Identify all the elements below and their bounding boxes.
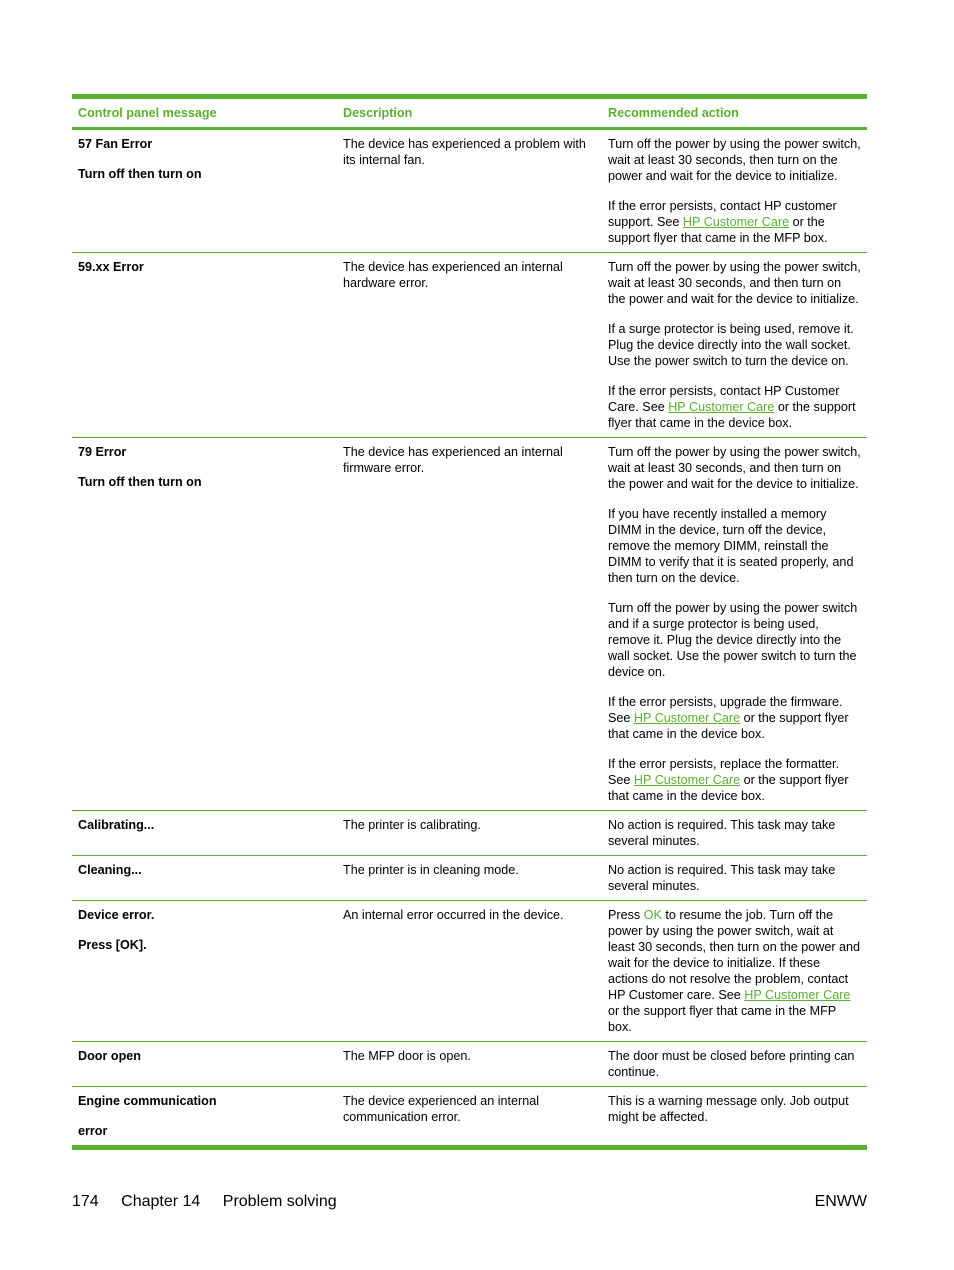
action-text: This is a warning message only. Job output might be affected. <box>608 1094 849 1124</box>
hp-customer-care-link[interactable]: HP Customer Care <box>682 215 790 229</box>
control-panel-message: 57 Fan Error <box>78 137 153 151</box>
action-text: If you have recently installed a memory DIMM in the device, turn off the device, remove the memory DIMM, reinstall the DIMM to verify that it is seated properly, and then turn on the device. <box>608 507 854 585</box>
message-cell <box>72 253 337 437</box>
table-row <box>72 1041 867 1086</box>
action-paragraph <box>608 321 861 369</box>
action-paragraph <box>608 862 861 894</box>
action-text: If the error persists, contact HP Customer Care. See <box>608 384 840 414</box>
action-text: Turn off the power by using the power switch, wait at least 30 seconds, then turn on the power and wait for the device to initialize. <box>608 137 861 183</box>
action-text: or the support flyer that came in the device box. <box>608 773 849 803</box>
control-panel-message: error <box>78 1124 108 1138</box>
action-paragraph <box>608 1093 861 1125</box>
action-cell <box>602 811 867 855</box>
message-cell <box>72 438 337 810</box>
action-paragraph <box>608 907 861 1035</box>
control-panel-message: Calibrating... <box>78 818 155 832</box>
hp-customer-care-link[interactable]: HP Customer Care <box>633 711 741 725</box>
action-text: or the support flyer that came in the MFP box. <box>608 215 828 245</box>
table-row <box>72 855 867 900</box>
control-panel-message: 59.xx Error <box>78 260 144 274</box>
action-cell <box>602 1042 867 1086</box>
message-cell <box>72 130 337 252</box>
action-paragraph <box>608 383 861 431</box>
table-row <box>72 437 867 810</box>
section-title: Problem solving <box>222 1193 337 1210</box>
chapter-label: Chapter 14 <box>121 1193 201 1210</box>
description-cell: The device has experienced a problem with its internal fan. <box>343 137 586 167</box>
description-cell: The MFP door is open. <box>343 1049 471 1063</box>
control-panel-message: Turn off then turn on <box>78 475 202 489</box>
message-cell <box>72 901 337 1041</box>
action-cell <box>602 1087 867 1145</box>
hp-customer-care-link[interactable]: HP Customer Care <box>633 773 741 787</box>
description-cell: An internal error occurred in the device. <box>343 908 564 922</box>
message-cell <box>72 1087 337 1145</box>
action-text: or the support flyer that came in the device box. <box>608 711 849 741</box>
action-text: Press <box>608 908 644 922</box>
table-row <box>72 252 867 437</box>
action-text: If the error persists, contact HP customer support. See <box>608 199 837 229</box>
action-paragraph <box>608 756 861 804</box>
action-paragraph <box>608 198 861 246</box>
control-panel-message: Press [OK]. <box>78 938 147 952</box>
description-cell: The printer is in cleaning mode. <box>343 863 519 877</box>
action-text: No action is required. This task may take several minutes. <box>608 863 836 893</box>
description-cell: The printer is calibrating. <box>343 818 481 832</box>
table-header-row <box>72 99 867 129</box>
column-header-description: Description <box>343 106 413 120</box>
message-cell <box>72 811 337 855</box>
action-paragraph <box>608 1048 861 1080</box>
page-number: 174 <box>72 1193 99 1210</box>
action-text: or the support flyer that came in the device box. <box>608 400 856 430</box>
table-body <box>72 129 867 1145</box>
action-cell <box>602 438 867 810</box>
column-header-message: Control panel message <box>78 106 217 120</box>
control-panel-message: 79 Error <box>78 445 127 459</box>
hp-customer-care-link[interactable]: HP Customer Care <box>744 988 851 1002</box>
hp-customer-care-link[interactable]: HP Customer Care <box>668 400 775 414</box>
action-cell <box>602 130 867 252</box>
control-panel-message: Turn off then turn on <box>78 167 202 181</box>
action-cell <box>602 253 867 437</box>
action-text: If a surge protector is being used, remove it. Plug the device directly into the wall socket. Use the power switch to turn the device on. <box>608 322 854 368</box>
action-paragraph <box>608 259 861 307</box>
action-paragraph <box>608 506 861 586</box>
action-text: The door must be closed before printing can continue. <box>608 1049 855 1079</box>
control-panel-message: Cleaning... <box>78 863 142 877</box>
ok-key-label: OK <box>643 908 662 922</box>
action-text: or the support flyer that came in the MFP box. <box>608 1004 836 1034</box>
message-cell <box>72 856 337 900</box>
description-cell: The device experienced an internal communication error. <box>343 1094 540 1124</box>
control-panel-message: Door open <box>78 1049 141 1063</box>
footer-left <box>72 1192 355 1212</box>
action-paragraph <box>608 444 861 492</box>
description-cell: The device has experienced an internal hardware error. <box>343 260 563 290</box>
action-text: Turn off the power by using the power switch, wait at least 30 seconds, and then turn on the power and wait for the device to initialize. <box>608 260 861 306</box>
table-row <box>72 129 867 252</box>
action-text: If the error persists, upgrade the firmware. See <box>608 695 843 725</box>
error-message-table <box>72 94 867 1150</box>
action-cell <box>602 901 867 1041</box>
column-header-action: Recommended action <box>608 106 739 120</box>
message-cell <box>72 1042 337 1086</box>
action-paragraph <box>608 694 861 742</box>
action-text: If the error persists, replace the formatter. See <box>608 757 839 787</box>
table-row <box>72 1086 867 1145</box>
action-paragraph <box>608 136 861 184</box>
action-text: Turn off the power by using the power switch, wait at least 30 seconds, and then turn on the power and wait for the device to initialize. <box>608 445 861 491</box>
action-paragraph <box>608 600 861 680</box>
action-paragraph <box>608 817 861 849</box>
description-cell: The device has experienced an internal firmware error. <box>343 445 563 475</box>
page-footer <box>72 1192 867 1212</box>
action-text: Turn off the power by using the power switch and if a surge protector is being used, remove it. Plug the device directly into the wall socket. Use the power switch to turn the device on. <box>608 601 858 679</box>
control-panel-message: Engine communication <box>78 1094 217 1108</box>
action-cell <box>602 856 867 900</box>
footer-right-label: ENWW <box>814 1193 867 1210</box>
action-text: No action is required. This task may take several minutes. <box>608 818 836 848</box>
table-row <box>72 810 867 855</box>
table-row <box>72 900 867 1041</box>
control-panel-message: Device error. <box>78 908 155 922</box>
action-text: to resume the job. Turn off the power by using the power switch, wait at least 30 seconds, then turn on the power and wait for the device to initialize. If these actions do not resolve the problem, contact HP Customer care. See <box>608 908 861 1002</box>
